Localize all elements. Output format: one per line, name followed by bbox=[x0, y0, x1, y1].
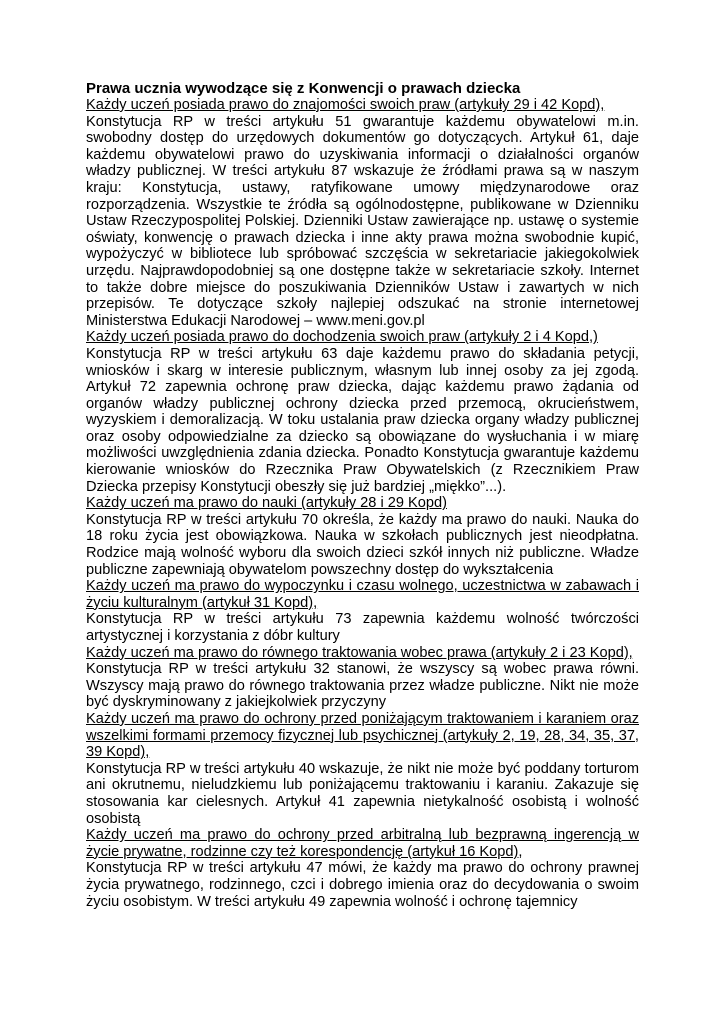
section-heading: Każdy uczeń posiada prawo do znajomości swoich praw (artykuły 29 i 42 Kopd), bbox=[86, 97, 605, 113]
section-body: Konstytucja RP w treści artykułu 32 stanowi, że wszyscy są wobec prawa równi. Wszyscy mają prawo do równego traktowania przez władze publiczne. Nikt nie może być dyskryminowany z jakiejkolwiek przyczyny bbox=[86, 661, 639, 711]
section-heading: Każdy uczeń ma prawo do równego traktowania wobec prawa (artykuły 2 i 23 Kopd), bbox=[86, 644, 633, 661]
section-heading: Każdy uczeń ma prawo do ochrony przed arbitralną lub bezprawną ingerencją w życie prywatne, rodzinne czy też korespondencję (artykuł 16 Kopd), bbox=[86, 827, 639, 860]
section-heading: Każdy uczeń ma prawo do ochrony przed poniżającym traktowaniem i karaniem oraz wszelkimi formami przemocy fizycznej lub psychicznej (artykuły 2, 19, 28, 34, 35, 37, 39 Kopd), bbox=[86, 710, 639, 761]
document-page bbox=[86, 80, 639, 910]
document-title: Prawa ucznia wywodzące się z Konwencji o prawach dziecka bbox=[86, 80, 521, 97]
section-heading: Każdy uczeń posiada prawo do dochodzenia swoich praw (artykuły 2 i 4 Kopd,) bbox=[86, 329, 598, 346]
section-body: Konstytucja RP w treści artykułu 40 wskazuje, że nikt nie może być poddany torturom ani okrutnemu, nieludzkiemu lub poniżającemu traktowaniu i karaniu. Zakazuje się stosowania kar cielesnych. Artykuł 41 zapewnia nietykalność osobistą i wolność osobistą bbox=[86, 760, 639, 827]
section-body: Konstytucja RP w treści artykułu 51 gwarantuje każdemu obywatelowi m.in. swobodny dostęp do urzędowych dokumentów go dotyczących. Artykuł 61, daje każdemu obywatelowi prawo do uzyskiwania informacji o działalności organów władzy publicznej. W treści artykułu 87 wskazuje że źródłami prawa są w naszym kraju: Konstytucja, ustawy, ratyfikowane umowy międzynarodowe oraz rozporządzenia. Wszystkie te źródła są ogólnodostępne, publikowane w Dzienniku Ustaw Rzeczypospolitej Polskiej. Dzienniki Ustaw zawierające np. ustawę o systemie oświaty, konwencję o prawach dziecka i inne akty prawa można swobodnie kupić, wypożyczyć w bibliotece lub spróbować szczęścia w sekretariacie jakiegokolwiek urzędu. Najprawdopodobniej są one dostępne także w sekretariacie szkoły. Internet to także dobre miejsce do poszukiwania Dzienników Ustaw i zawartych w nich przepisów. Te dotyczące szkoły najlepiej odszukać na stronie internetowej Ministerstwa Edukacji Narodowej – www.meni.gov.pl bbox=[86, 113, 639, 329]
section-body: Konstytucja RP w treści artykułu 73 zapewnia każdemu wolność twórczości artystycznej i korzystania z dóbr kultury bbox=[86, 611, 639, 644]
section-body: Konstytucja RP w treści artykułu 63 daje każdemu prawo do składania petycji, wniosków i skarg w interesie publicznym, własnym lub innej osoby za jej zgodą. Artykuł 72 zapewnia ochronę praw dziecka, dając każdemu prawo żądania od organów władzy publicznej ochrony dziecka przed przemocą, okrucieństwem, wyzyskiem i demoralizacją. W toku ustalania praw dziecka organy władzy publicznej oraz osoby odpowiedzialne za dziecko są obowiązane do wysłuchania i w miarę możliwości uwzględnienia zdania dziecka. Ponadto Konstytucja gwarantuje każdemu kierowanie wniosków do Rzecznika Praw Obywatelskich (z Rzecznikiem Praw Dziecka przepisy Konstytucji obeszły się już bardziej „miękko”...). bbox=[86, 345, 639, 495]
section-heading: Każdy uczeń ma prawo do wypoczynku i czasu wolnego, uczestnictwa w zabawach i życiu kulturalnym (artykuł 31 Kopd), bbox=[86, 578, 639, 611]
section-body: Konstytucja RP w treści artykułu 70 określa, że każdy ma prawo do nauki. Nauka do 18 roku życia jest obowiązkowa. Nauka w szkołach publicznych jest nieodpłatna. Rodzice mają wolność wyboru dla swoich dzieci szkół innych niż publiczne. Władze publiczne zapewniają obywatelom powszechny dostęp do wykształcenia bbox=[86, 511, 639, 578]
section-body: Konstytucja RP w treści artykułu 47 mówi, że każdy ma prawo do ochrony prawnej życia prywatnego, rodzinnego, czci i dobrego imienia oraz do decydowania o swoim życiu osobistym. W treści artykułu 49 zapewnia wolność i ochronę tajemnicy bbox=[86, 860, 639, 910]
section-heading: Każdy uczeń ma prawo do nauki (artykuły 28 i 29 Kopd) bbox=[86, 495, 447, 512]
